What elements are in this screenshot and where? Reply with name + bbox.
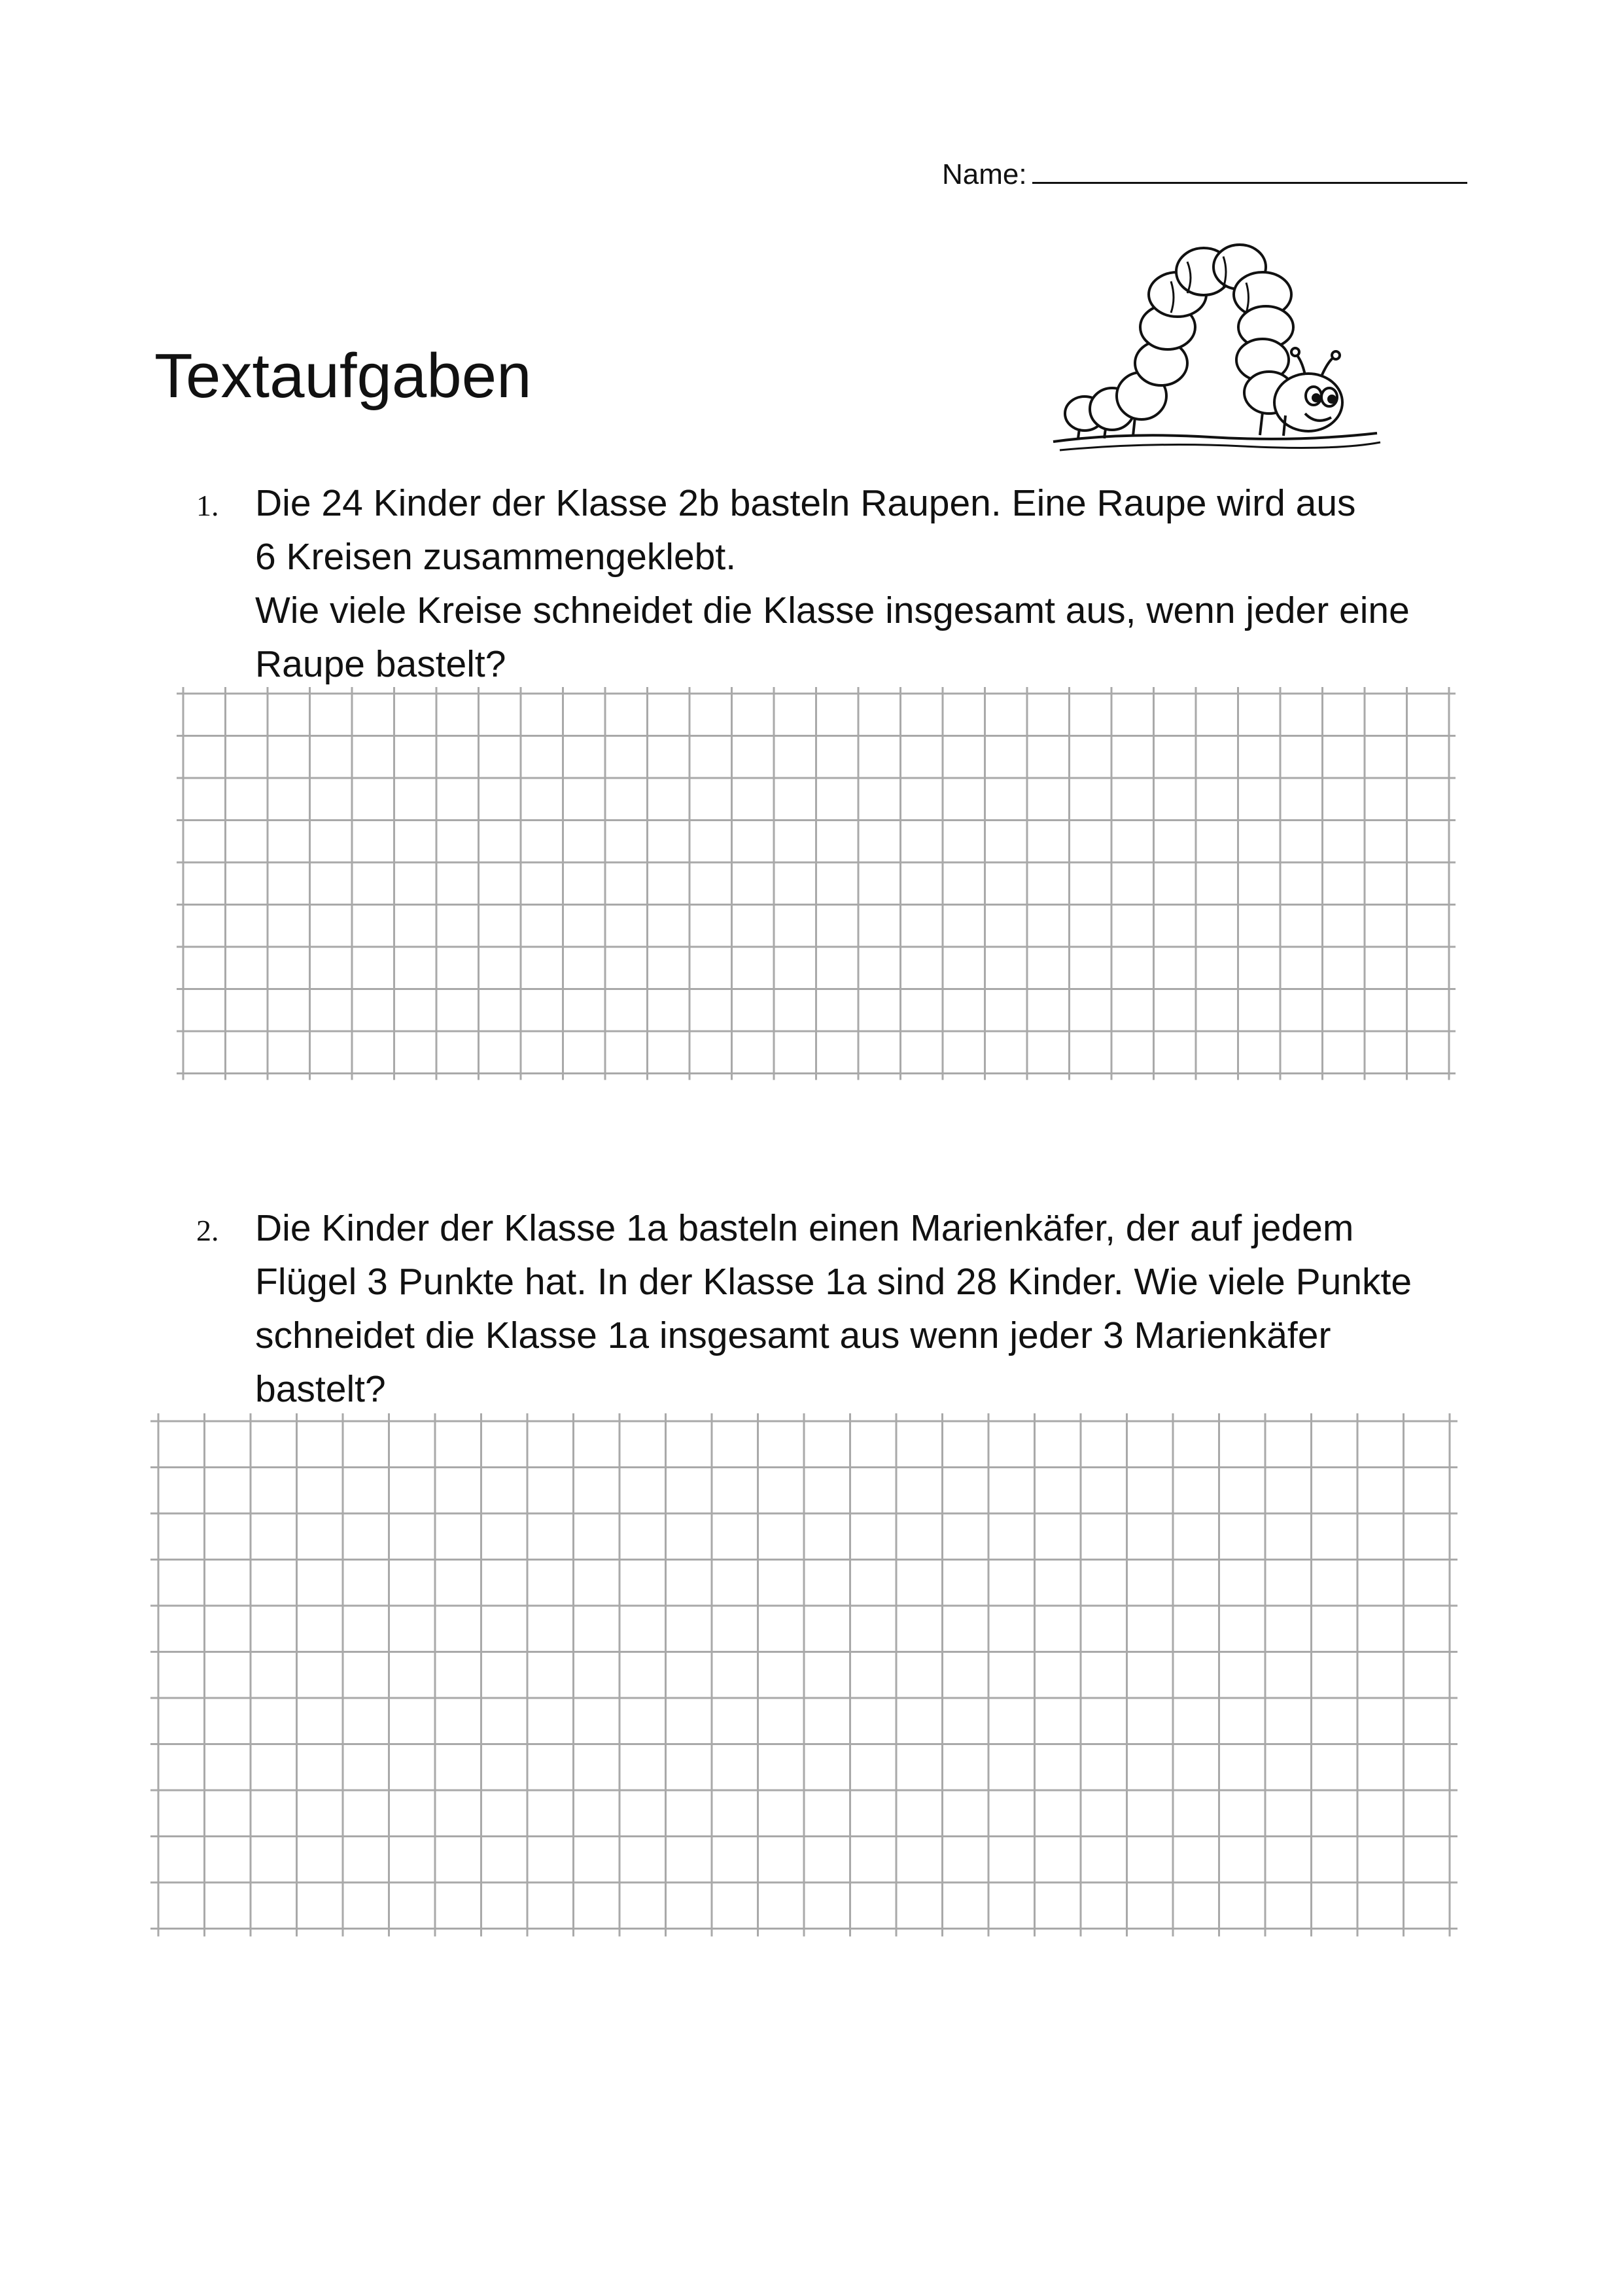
name-blank-line[interactable] <box>1032 156 1467 184</box>
task-line: bastelt? <box>255 1368 386 1410</box>
page-title: Textaufgaben <box>154 341 532 411</box>
task-line: Die 24 Kinder der Klasse 2b basteln Raupen. Eine Raupe wird aus <box>255 482 1356 524</box>
task-text <box>255 476 1557 691</box>
task-number: 2. <box>196 1214 219 1247</box>
task-line: 6 Kreisen zusammengeklebt. <box>255 536 737 578</box>
task-line: Flügel 3 Punkte hat. In der Klasse 1a sind 28 Kinder. Wie viele Punkte <box>255 1261 1412 1303</box>
task-number: 1. <box>196 489 219 522</box>
caterpillar-illustration-icon <box>1047 242 1387 458</box>
answer-grid-1[interactable] <box>177 687 1459 1093</box>
task-line: Die Kinder der Klasse 1a basteln einen Marienkäfer, der auf jedem <box>255 1207 1354 1249</box>
name-label: Name: <box>942 158 1027 190</box>
answer-grid-2[interactable] <box>150 1413 1485 1963</box>
task-line: schneidet die Klasse 1a insgesamt aus wenn jeder 3 Marienkäfer <box>255 1315 1331 1356</box>
task-line: Wie viele Kreise schneidet die Klasse insgesamt aus, wenn jeder eine <box>255 590 1410 631</box>
task-line: Raupe bastelt? <box>255 643 506 685</box>
task-text <box>255 1201 1557 1416</box>
name-field[interactable] <box>942 156 1467 191</box>
